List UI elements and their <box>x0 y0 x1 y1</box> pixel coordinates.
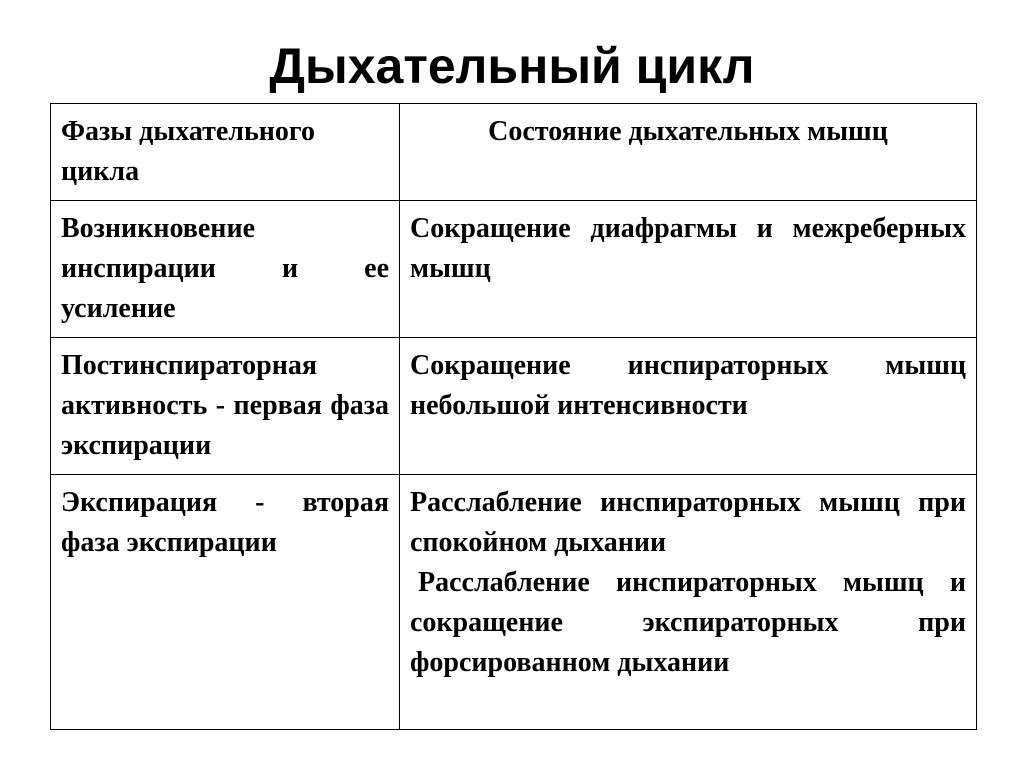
state-text: Расслабление инспираторных мышц и сокращение экспираторных при форсированном дыхании <box>410 567 966 678</box>
table-header-row <box>51 104 977 201</box>
phase-cell <box>51 475 400 730</box>
state-text: Сокращение инспираторных мышц небольшой интенсивности <box>410 350 966 421</box>
phase-text: Постинспираторная активность - первая фаза экспирации <box>61 350 389 461</box>
table-row <box>51 475 977 730</box>
phase-text: Возникновение инспирации и ее усиление <box>61 213 389 324</box>
state-cell <box>400 201 977 338</box>
respiratory-phase-table <box>50 103 977 730</box>
header-label-phase: Фазы дыхательного цикла <box>61 116 315 187</box>
table-row <box>51 201 977 338</box>
page-title: Дыхательный цикл <box>269 38 755 94</box>
phase-text: Экспирация - вторая фаза экспирации <box>61 487 389 558</box>
state-cell <box>400 338 977 475</box>
header-label-state: Состояние дыхательных мышц <box>488 116 888 147</box>
state-cell <box>400 475 977 730</box>
state-text: Расслабление инспираторных мышц при спокойном дыхании <box>410 487 966 558</box>
state-text: Сокращение диафрагмы и межреберных мышц <box>410 213 966 284</box>
phase-cell <box>51 338 400 475</box>
table-row <box>51 338 977 475</box>
phase-cell <box>51 201 400 338</box>
header-cell-phase <box>51 104 400 201</box>
header-cell-state <box>400 104 977 201</box>
